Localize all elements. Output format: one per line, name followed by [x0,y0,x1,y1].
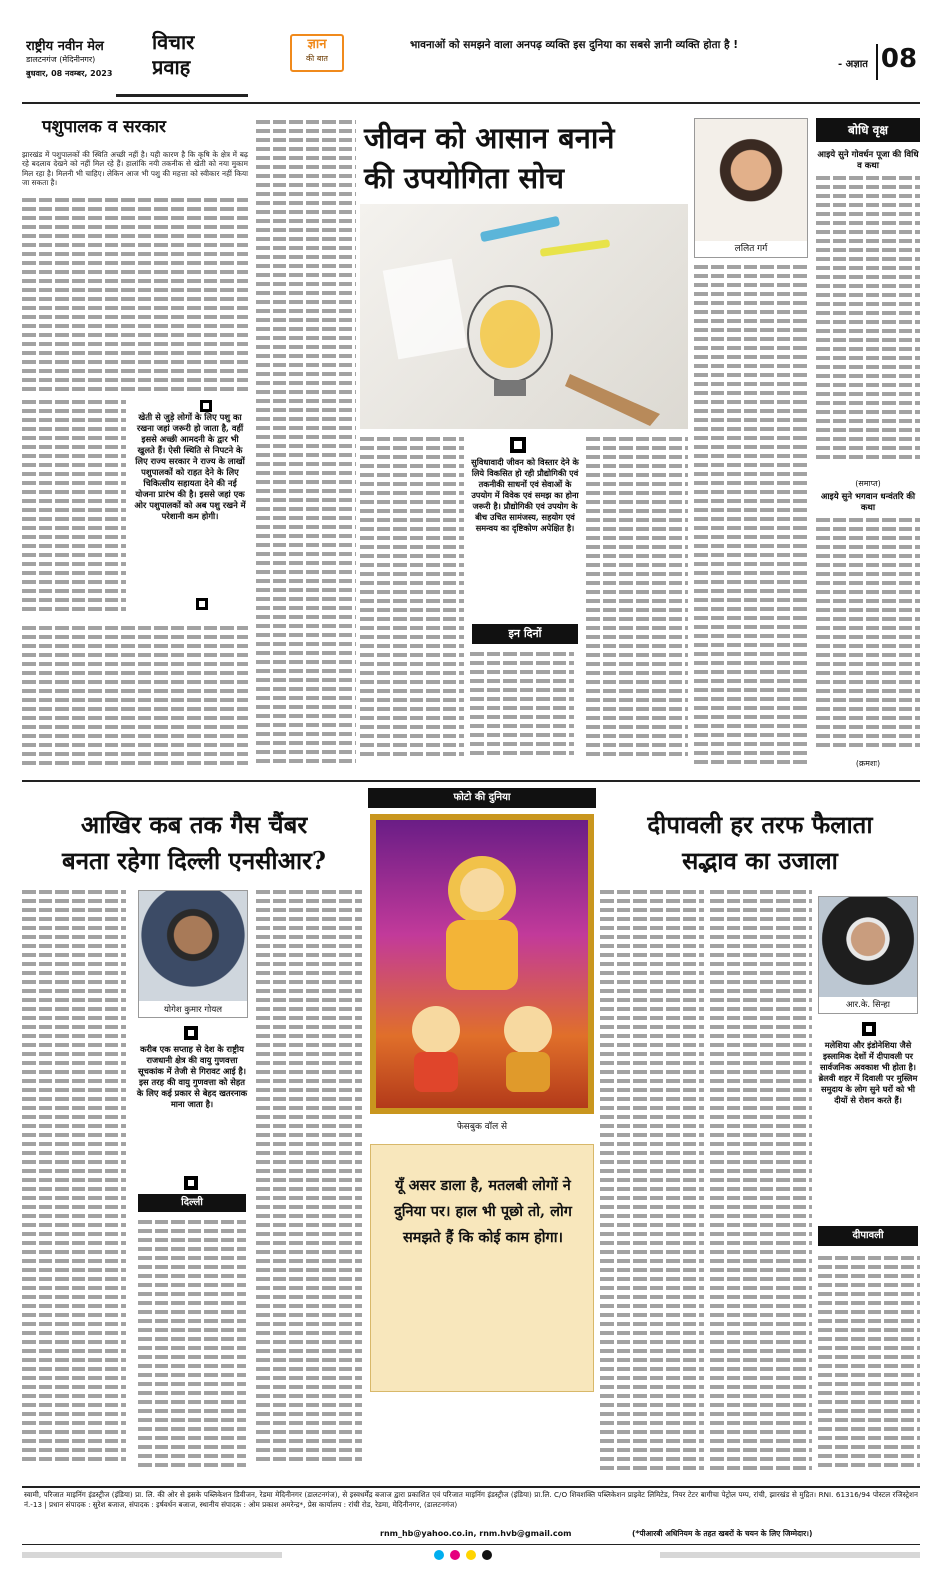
gas-title-line2: बनता रहेगा दिल्ली एनसीआर? [62,846,326,875]
gas-title-line1: आखिर कब तक गैस चैंबर [80,810,308,839]
portrait-image [695,119,807,241]
edition-line: डालटनगंज (मेदिनीनगर) [26,55,96,64]
deepawali-title-line1: दीपावली हर तरफ फैलाता [647,810,873,839]
date-line: बुधवार, 08 नवम्बर, 2023 [26,69,113,78]
photo-tag: फोटो की दुनिया [368,788,596,808]
jeevan-col2-filler [360,437,464,767]
pashupalak-col-left-filler [22,400,126,620]
gas-tag: दिल्ली [138,1194,246,1212]
pashupalak-bottom-filler [22,626,248,766]
poem-text: यूँ असर डाला है, मतलबी लोगों ने दुनिया पर। हाल भी पूछो तो, लोग समझते हैं कि कोई काम होगा। [394,1177,572,1246]
masthead [0,28,945,100]
article-pashupalak [22,110,250,770]
gas-pull-quote: करीब एक सप्ताह से देश के राष्ट्रीय राजधानी क्षेत्र की वायु गुणवत्ता सूचकांक में तेजी से गिरावट आई है। इस तरह की वायु गुणवत्ता को सेहत के लिए कई प्रकार से बेहद खतरनाक माना जाता है। [136,1044,248,1109]
pashupalak-lead: झारखंड में पशुपालकों की स्थिति अच्छी नहीं है। यही कारण है कि कृषि के क्षेत्र में बढ़ रहे बदलाव देखने को नहीं मिल रहे हैं। हालांकि नयी तकनीक से खेती को नया मुकाम मिल रहा है। मिलनी भी चाहिए। लेकिन आज भी पशु की महत्ता को स्वीकार नहीं किया जा सकता है। [22,150,248,188]
jeevan-col5-filler [694,265,808,770]
footer-imprint: स्वामी, परिजात माइनिंग इंडस्ट्रीज (इंडिया) प्रा. लि. की ओर से इसके पब्लिकेशन डिवीजन, रेडमा मेदिनीनगर (डालटनगंज), से इस्वधर्मेंद्र बजाज द्वारा प्रकाशित एवं परिजात माइनिंग इंडस्ट्रीज (इंडिया) प्रा.लि. C/O शिवशक्ति पब्लिकेशन प्राइवेट लिमिटेड, नियर टेटर बागीचा पेट्रोल पम्प, रांची, झारखंड से मुद्रित। RNI. 61316/94 पोस्टल रजिस्ट्रेशन नं.-13 | प्रधान संपादक : सुरेश बजाज, संपादक : इर्षवर्धन बजाज, स्थानीय संपादक : ओम प्रकाश अमरेन्द्र*, प्रेस कार्यालय : रांची रोड, रेडमा, मेदिनीनगर, (डालटनगंज) [24,1490,918,1509]
registration-left [22,1552,282,1558]
author-photo-yogesh [138,890,248,1018]
registration-dot-yellow [466,1550,476,1560]
footer-bottom-rule [22,1544,920,1545]
article-gas [22,790,362,1480]
registration-dot-black [482,1550,492,1560]
footer-disclaimer: (*पीआरबी अधिनियम के तहत खबरों के चयन के लिए जिम्मेदार।) [632,1529,813,1538]
registration-dot-pink [450,1550,460,1560]
gyan-logo-top: ज्ञान [307,37,327,52]
section-label [152,30,232,88]
author-name-lalit: ललित गर्ग [734,244,768,254]
jeevan-col1-filler [256,120,356,770]
deepawali-tag: दीपावली [818,1226,918,1246]
portrait-image [819,897,917,997]
deepawali-col-filler-b [710,890,812,1480]
bodh-filler-2 [816,518,920,758]
photo-feature [368,788,596,1478]
bodh-credit-2: (क्रमशः) [855,759,881,768]
gas-col2-filler [138,1220,246,1480]
masthead-rule [22,102,920,104]
gas-pull-quote-marker [184,1026,198,1040]
jeevan-col3-filler [470,652,574,767]
registration-bar [22,1548,920,1564]
page-number: 08 [876,44,920,80]
deity-illustration [376,820,588,1108]
bodh-subtitle-2: आइये सुने भगवान धन्वंतरि की कथा [820,492,916,513]
section-underline [116,94,248,97]
deity-frame-image [370,814,594,1114]
registration-dot-cyan [434,1550,444,1560]
article-jeevan [360,112,690,772]
lightbulb-icon [360,204,688,429]
registration-right [660,1552,920,1558]
quote-author: - अज्ञात [838,59,868,70]
pull-quote-end-marker [196,598,208,610]
author-photo-lalit [694,118,808,258]
gas-col3-filler [256,890,362,1480]
author-name-yogesh: योगेश कुमार गोयल [163,1005,223,1015]
deepawali-pull-quote-marker [862,1022,876,1036]
author-photo-sinha [818,896,918,1014]
masthead-quote: भावनाओं को समझने वाला अनपढ़ व्यक्ति इस दुनिया का सबसे ज्ञानी व्यक्ति होता है ! [410,39,738,51]
poem-card [370,1144,594,1392]
pashupalak-title: पशुपालक व सरकार [42,117,167,137]
pull-quote-marker [200,400,212,412]
gas-col1-filler [22,890,126,1480]
author-name-sinha: आर.के. सिन्हा [845,1000,890,1010]
gas-pull-quote-end-marker [184,1176,198,1190]
bodh-credit-1: (समाप्त) [855,479,881,488]
section-line-1: विचार [152,30,195,54]
photo-caption: फेसबुक वॉल से [456,1122,508,1132]
jeevan-title-line1: जीवन को आसान बनाने [364,121,615,155]
jeevan-col4-filler [586,437,688,767]
jeevan-tag: इन दिनों [472,624,578,644]
bodh-subtitle: आइये सुने गोवर्धन पूजा की विधि व कथा [817,150,919,171]
newspaper-brand: राष्ट्रीय नवीन मेल [26,39,104,54]
gyan-logo-bottom: की बात [306,54,328,63]
jeevan-pull-quote: सुविधावादी जीवन को विस्तार देने के लिये विकसित हो रही प्रौद्योगिकी एवं तकनीकी साधनों एवं सेवाओं के उपयोग में विवेक एवं समझ का होना जरूरी है। प्रौद्योगिकी एवं उपयोग के बीच उचित सामंजस्य, सहयोग एवं समन्वय का दृष्टिकोण अपेक्षित है। [471,457,579,533]
section-line-2: प्रवाह [152,55,191,79]
deepawali-title-line2: सद्भाव का उजाला [682,846,838,875]
pashupalak-pull-quote: खेती से जुड़े लोगों के लिए पशु का रखना जहां जरूरी हो जाता है, वहीं इससे अच्छी आमदनी के द्वार भी खुलते हैं। ऐसी स्थिति से निपटने के लिए राज्य सरकार ने राज्य के लाखों पशुपालकों को राहत देने के लिए चिकित्सीय सहायता देने की नई योजना प्रारंभ की है। इससे जहां एक ओर पशुपालकों को अब पशु रखने में परेशानी कम होगी। [134,412,246,521]
lightbulb-illustration [360,204,688,429]
article-bodh [816,118,920,770]
pashupalak-body-filler [22,198,248,398]
bodh-tag: बोधि वृक्ष [816,118,920,142]
deepawali-pull-quote: मलेशिया और इंडोनेशिया जैसे इस्लामिक देशों में दीपावली पर सार्वजनिक अवकाश भी होता है। ब्रेलवी शहर में दिवाली पर मुस्लिम समुदाय के लोग सुने घरों को भी दीयों से रोशन करते हैं। [818,1040,918,1105]
gyan-logo [290,34,344,72]
jeevan-title-line2: की उपयोगिता सोच [364,161,565,195]
footer-rule [22,1486,920,1488]
jeevan-pull-quote-marker [510,437,526,453]
footer-email[interactable]: rnm_hb@yahoo.co.in, rnm.hvb@gmail.com [380,1529,572,1538]
bodh-filler-1 [816,176,920,476]
deepawali-col-filler-c [818,1256,920,1480]
portrait-image [139,891,247,1001]
mid-rule [22,780,920,782]
